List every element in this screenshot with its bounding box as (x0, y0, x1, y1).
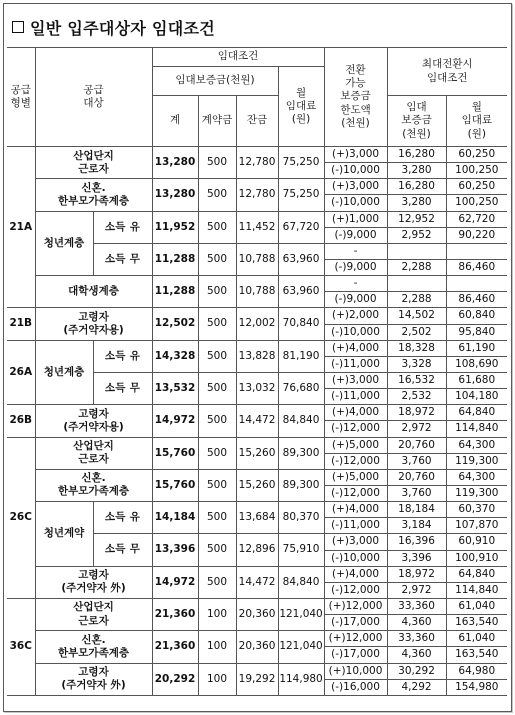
deposit-total: 15,760 (152, 437, 198, 469)
conversion-limit: (-)12,000 (324, 421, 387, 437)
supply-target: 청년계층 (35, 211, 93, 276)
table-row (7, 276, 507, 292)
supply-target: 고령자 (주거약자 外) (35, 566, 152, 598)
deposit-balance: 14,472 (236, 405, 278, 437)
supply-target: 고령자 (주거약자용) (35, 308, 152, 340)
max-rent: 86,460 (446, 292, 507, 308)
deposit-balance: 20,360 (236, 598, 278, 630)
deposit-total: 20,292 (152, 663, 198, 695)
rent-conditions-table (7, 47, 507, 696)
supply-type-code: 36C (7, 598, 35, 695)
deposit-balance: 15,260 (236, 469, 278, 501)
max-rent: 61,190 (446, 340, 507, 356)
max-rent: 60,250 (446, 179, 507, 195)
max-deposit: 16,280 (387, 147, 446, 163)
max-deposit: 30,292 (387, 663, 446, 679)
monthly-rent: 75,910 (278, 534, 324, 566)
conversion-limit: (-)17,000 (324, 615, 387, 631)
deposit-total: 13,280 (152, 179, 198, 211)
table-body (7, 147, 507, 696)
supply-type-code: 26B (7, 405, 35, 437)
income-subgroup: 소득 유 (93, 502, 152, 534)
header-conversion-limit: 전환 가능 보증금 한도액 (천원) (324, 48, 387, 147)
supply-target: 신혼. 한부모가족계층 (35, 631, 152, 663)
supply-target: 청년계약 (35, 502, 93, 567)
deposit-balance: 11,452 (236, 211, 278, 243)
supply-type-code: 26C (7, 437, 35, 598)
max-deposit (387, 243, 446, 259)
max-deposit: 2,972 (387, 421, 446, 437)
max-deposit: 3,184 (387, 518, 446, 534)
max-deposit: 2,952 (387, 227, 446, 243)
max-rent: 100,910 (446, 550, 507, 566)
income-subgroup: 소득 유 (93, 211, 152, 243)
max-deposit: 4,360 (387, 615, 446, 631)
conversion-limit: (+)12,000 (324, 598, 387, 614)
header-supply-type: 공급 형별 (7, 48, 35, 147)
max-deposit: 18,184 (387, 502, 446, 518)
table-row (7, 340, 507, 356)
deposit-contract: 500 (198, 469, 236, 501)
header-monthly-rent: 월 임대료 (원) (278, 67, 324, 147)
deposit-contract: 500 (198, 534, 236, 566)
conversion-limit: (+)12,000 (324, 631, 387, 647)
max-rent: 60,370 (446, 502, 507, 518)
deposit-balance: 10,788 (236, 276, 278, 308)
deposit-total: 12,502 (152, 308, 198, 340)
conversion-limit: (+)2,000 (324, 308, 387, 324)
table-row (7, 437, 507, 453)
header-max-deposit: 임대 보증금 (천원) (387, 96, 446, 147)
conversion-limit: (-)9,000 (324, 292, 387, 308)
deposit-balance: 12,780 (236, 147, 278, 179)
conversion-limit: (+)10,000 (324, 663, 387, 679)
monthly-rent: 75,250 (278, 147, 324, 179)
supply-type-code: 21A (7, 147, 35, 308)
deposit-contract: 500 (198, 211, 236, 243)
deposit-total: 13,396 (152, 534, 198, 566)
deposit-contract: 500 (198, 372, 236, 404)
deposit-contract: 500 (198, 566, 236, 598)
monthly-rent: 121,040 (278, 598, 324, 630)
max-rent: 163,540 (446, 615, 507, 631)
max-rent: 154,980 (446, 679, 507, 695)
max-deposit: 3,760 (387, 453, 446, 469)
header-max-rent: 월 임대료 (원) (446, 96, 507, 147)
max-deposit: 3,760 (387, 485, 446, 501)
max-rent: 100,250 (446, 195, 507, 211)
max-rent: 119,300 (446, 453, 507, 469)
max-deposit: 3,396 (387, 550, 446, 566)
supply-target: 산업단지 근로자 (35, 598, 152, 630)
max-deposit: 18,328 (387, 340, 446, 356)
max-deposit: 2,288 (387, 292, 446, 308)
conversion-limit: (-)12,000 (324, 582, 387, 598)
supply-type-code: 26A (7, 340, 35, 405)
max-rent: 108,690 (446, 356, 507, 372)
header-contract: 계약금 (198, 96, 236, 147)
income-subgroup: 소득 유 (93, 340, 152, 372)
deposit-contract: 100 (198, 663, 236, 695)
table-row (7, 631, 507, 647)
max-deposit: 2,532 (387, 389, 446, 405)
deposit-total: 13,532 (152, 372, 198, 404)
max-rent: 114,840 (446, 421, 507, 437)
deposit-total: 13,280 (152, 147, 198, 179)
deposit-contract: 500 (198, 502, 236, 534)
conversion-limit: (-)11,000 (324, 518, 387, 534)
table-row (7, 566, 507, 582)
deposit-balance: 12,002 (236, 308, 278, 340)
conversion-limit: (+)4,000 (324, 405, 387, 421)
table-row (7, 663, 507, 679)
max-deposit: 16,532 (387, 372, 446, 388)
monthly-rent: 89,300 (278, 469, 324, 501)
monthly-rent: 84,840 (278, 566, 324, 598)
header-supply-target: 공급 대상 (35, 48, 152, 147)
deposit-balance: 12,896 (236, 534, 278, 566)
deposit-total: 21,360 (152, 598, 198, 630)
monthly-rent: 114,980 (278, 663, 324, 695)
conversion-limit: (+)4,000 (324, 340, 387, 356)
deposit-total: 14,972 (152, 405, 198, 437)
max-rent: 61,040 (446, 598, 507, 614)
supply-target: 산업단지 근로자 (35, 147, 152, 179)
max-rent: 95,840 (446, 324, 507, 340)
deposit-balance: 14,472 (236, 566, 278, 598)
max-rent: 64,840 (446, 566, 507, 582)
table-row (7, 179, 507, 195)
header-rent-conditions: 임대조건 (152, 48, 324, 67)
max-rent: 62,720 (446, 211, 507, 227)
max-deposit: 3,328 (387, 356, 446, 372)
conversion-limit: (+)3,000 (324, 179, 387, 195)
deposit-balance: 13,032 (236, 372, 278, 404)
conversion-limit: (-)16,000 (324, 679, 387, 695)
table-row (7, 147, 507, 163)
max-deposit: 33,360 (387, 598, 446, 614)
deposit-balance: 10,788 (236, 243, 278, 275)
header-deposit-group: 임대보증금(천원) (152, 67, 278, 96)
deposit-balance: 20,360 (236, 631, 278, 663)
max-deposit: 20,760 (387, 469, 446, 485)
deposit-contract: 500 (198, 243, 236, 275)
max-rent: 64,840 (446, 405, 507, 421)
max-deposit: 4,360 (387, 647, 446, 663)
deposit-balance: 13,828 (236, 340, 278, 372)
max-deposit (387, 276, 446, 292)
conversion-limit: (-)10,000 (324, 195, 387, 211)
conversion-limit: (-)12,000 (324, 485, 387, 501)
max-deposit: 3,280 (387, 195, 446, 211)
table-row (7, 308, 507, 324)
deposit-balance: 19,292 (236, 663, 278, 695)
monthly-rent: 70,840 (278, 308, 324, 340)
monthly-rent: 121,040 (278, 631, 324, 663)
supply-target: 신혼. 한부모가족계층 (35, 179, 152, 211)
header-max-conversion: 최대전환시 임대조건 (387, 48, 507, 96)
max-rent: 61,680 (446, 372, 507, 388)
checkbox-square-icon (12, 21, 24, 33)
deposit-contract: 500 (198, 147, 236, 179)
deposit-contract: 500 (198, 405, 236, 437)
max-rent: 107,870 (446, 518, 507, 534)
deposit-total: 11,952 (152, 211, 198, 243)
monthly-rent: 63,960 (278, 243, 324, 275)
max-rent: 90,220 (446, 227, 507, 243)
max-rent: 64,300 (446, 469, 507, 485)
header-balance: 잔금 (236, 96, 278, 147)
max-deposit: 12,952 (387, 211, 446, 227)
max-deposit: 3,280 (387, 163, 446, 179)
max-deposit: 2,288 (387, 259, 446, 275)
table-row (7, 502, 507, 518)
conversion-limit: (-)17,000 (324, 647, 387, 663)
max-rent: 100,250 (446, 163, 507, 179)
max-rent: 64,300 (446, 437, 507, 453)
income-subgroup: 소득 무 (93, 534, 152, 566)
max-deposit: 18,972 (387, 566, 446, 582)
income-subgroup: 소득 무 (93, 243, 152, 275)
max-rent: 163,540 (446, 647, 507, 663)
monthly-rent: 89,300 (278, 437, 324, 469)
deposit-balance: 13,684 (236, 502, 278, 534)
max-rent: 119,300 (446, 485, 507, 501)
income-subgroup: 소득 무 (93, 372, 152, 404)
supply-target: 신혼. 한부모가족계층 (35, 469, 152, 501)
monthly-rent: 84,840 (278, 405, 324, 437)
monthly-rent: 75,250 (278, 179, 324, 211)
monthly-rent: 67,720 (278, 211, 324, 243)
deposit-total: 14,328 (152, 340, 198, 372)
max-rent (446, 243, 507, 259)
max-rent: 86,460 (446, 259, 507, 275)
conversion-limit: (-)9,000 (324, 259, 387, 275)
header-total: 계 (152, 96, 198, 147)
max-deposit: 20,760 (387, 437, 446, 453)
conversion-limit: (+)4,000 (324, 502, 387, 518)
conversion-limit: (+)5,000 (324, 469, 387, 485)
deposit-contract: 100 (198, 598, 236, 630)
max-deposit: 2,502 (387, 324, 446, 340)
deposit-contract: 500 (198, 437, 236, 469)
max-deposit: 33,360 (387, 631, 446, 647)
deposit-contract: 500 (198, 340, 236, 372)
max-rent: 64,980 (446, 663, 507, 679)
max-rent: 61,040 (446, 631, 507, 647)
supply-target: 대학생계층 (35, 276, 152, 308)
deposit-contract: 500 (198, 276, 236, 308)
max-deposit: 16,280 (387, 179, 446, 195)
conversion-limit: (+)3,000 (324, 534, 387, 550)
page-title (12, 16, 215, 38)
conversion-limit: (+)3,000 (324, 147, 387, 163)
max-deposit: 16,396 (387, 534, 446, 550)
deposit-total: 15,760 (152, 469, 198, 501)
table-row (7, 598, 507, 614)
conversion-limit: (+)1,000 (324, 211, 387, 227)
deposit-contract: 100 (198, 631, 236, 663)
max-rent: 60,250 (446, 147, 507, 163)
deposit-total: 11,288 (152, 276, 198, 308)
table-row (7, 211, 507, 227)
max-rent: 60,910 (446, 534, 507, 550)
max-deposit: 2,972 (387, 582, 446, 598)
max-rent: 114,840 (446, 582, 507, 598)
max-deposit: 18,972 (387, 405, 446, 421)
max-rent (446, 276, 507, 292)
conversion-limit: - (324, 276, 387, 292)
deposit-balance: 15,260 (236, 437, 278, 469)
supply-target: 청년계층 (35, 340, 93, 405)
table-row (7, 469, 507, 485)
monthly-rent: 76,680 (278, 372, 324, 404)
monthly-rent: 63,960 (278, 276, 324, 308)
table-row (7, 405, 507, 421)
conversion-limit: (-)10,000 (324, 550, 387, 566)
conversion-limit: (-)10,000 (324, 324, 387, 340)
conversion-limit: (+)4,000 (324, 566, 387, 582)
deposit-balance: 12,780 (236, 179, 278, 211)
conversion-limit: - (324, 243, 387, 259)
supply-type-code: 21B (7, 308, 35, 340)
conversion-limit: (-)12,000 (324, 453, 387, 469)
max-deposit: 14,502 (387, 308, 446, 324)
max-deposit: 4,292 (387, 679, 446, 695)
conversion-limit: (+)5,000 (324, 437, 387, 453)
conversion-limit: (-)11,000 (324, 356, 387, 372)
deposit-total: 11,288 (152, 243, 198, 275)
deposit-total: 21,360 (152, 631, 198, 663)
supply-target: 고령자 (주거약자용) (35, 405, 152, 437)
supply-target: 산업단지 근로자 (35, 437, 152, 469)
supply-target: 고령자 (주거약자 外) (35, 663, 152, 695)
deposit-total: 14,972 (152, 566, 198, 598)
max-rent: 104,180 (446, 389, 507, 405)
deposit-contract: 500 (198, 179, 236, 211)
monthly-rent: 80,370 (278, 502, 324, 534)
deposit-total: 14,184 (152, 502, 198, 534)
conversion-limit: (-)10,000 (324, 163, 387, 179)
conversion-limit: (-)11,000 (324, 389, 387, 405)
conversion-limit: (+)3,000 (324, 372, 387, 388)
page-title-text: 일반 입주대상자 임대조건 (30, 19, 216, 38)
monthly-rent: 81,190 (278, 340, 324, 372)
max-rent: 60,840 (446, 308, 507, 324)
conversion-limit: (-)9,000 (324, 227, 387, 243)
deposit-contract: 500 (198, 308, 236, 340)
